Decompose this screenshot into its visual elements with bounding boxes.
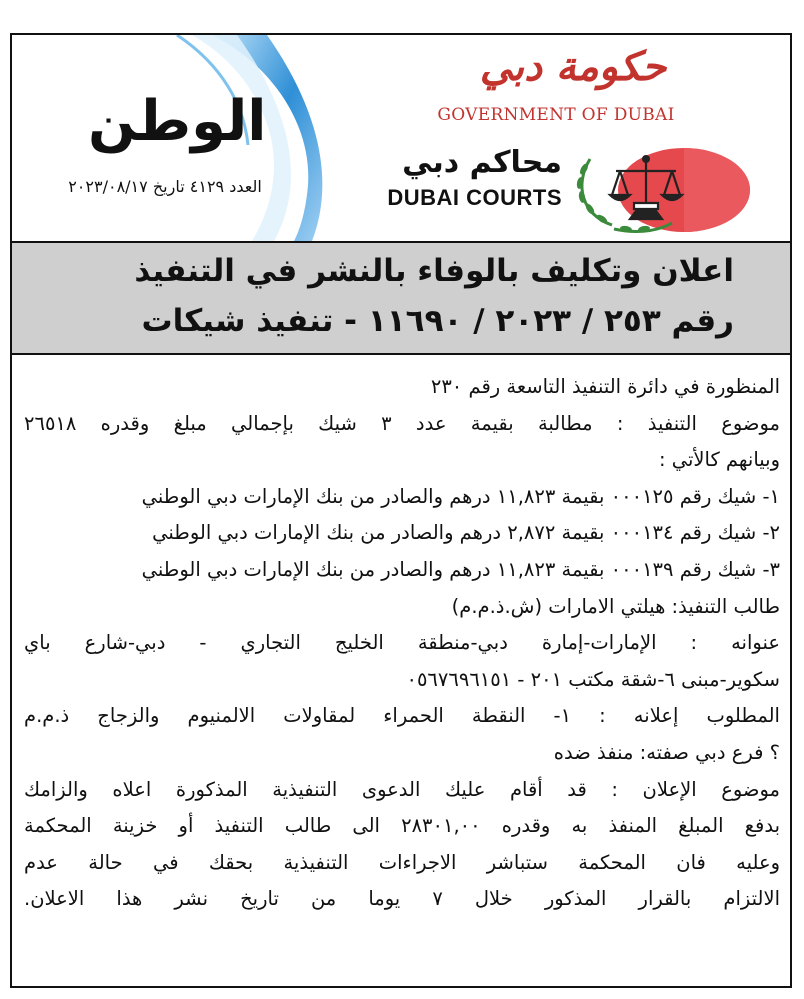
announcement-title-band: [12, 241, 790, 355]
scales-of-justice-emblem: [572, 145, 752, 235]
government-arabic-logo: حكومة دبي: [479, 43, 667, 90]
newspaper-name: الوطن: [88, 89, 267, 154]
body-line: وبيانهم كالأتي :: [658, 448, 780, 472]
body-line: المطلوب إعلانه : ١- النقطة الحمراء لمقاولات الالمنيوم والزجاج ذ.م.م: [24, 704, 780, 728]
body-line: الالتزام بالقرار المذكور خلال ٧ يوما من تاريخ نشر هذا الاعلان.: [24, 887, 780, 911]
body-line: طالب التنفيذ: هيلتي الامارات (ش.ذ.م.م): [451, 594, 780, 618]
announcement-title-line-2: رقم ٢٥٣ / ٢٠٢٣ / ١١٦٩٠ - تنفيذ شيكات: [141, 303, 734, 339]
announcement-frame: [10, 33, 792, 988]
body-line: سكوير-مبنى ٦-شقة مكتب ٢٠١ - ٠٥٦٧٦٩٦١٥١: [406, 667, 780, 691]
announcement-title-line-1: اعلان وتكليف بالوفاء بالنشر في التنفيذ: [134, 253, 734, 289]
body-line: عنوانه : الإمارات-إمارة دبي-منطقة الخليج التجاري - دبي-شارع باي: [24, 631, 780, 655]
government-english-logo: GOVERNMENT OF DUBAI: [437, 105, 675, 125]
courts-english-name: DUBAI COURTS: [387, 185, 562, 210]
body-line: بدفع المبلغ المنفذ به وقدره ٢٨٣٠١,٠٠ الى طالب التنفيذ أو خزينة المحكمة: [24, 814, 780, 838]
body-line: ؟ فرع دبي صفته: منفذ ضده: [553, 740, 780, 764]
courts-arabic-name: محاكم دبي: [402, 145, 562, 180]
body-line: موضوع التنفيذ : مطالبة بقيمة عدد ٣ شيك بإجمالي مبلغ وقدره ٢٦٥١٨: [24, 411, 780, 435]
body-line: موضوع الإعلان : قد أقام عليك الدعوى التنفيذية المذكورة اعلاه والزامك: [24, 777, 780, 801]
header: [12, 35, 790, 241]
body-line: ٣- شيك رقم ٠٠٠١٣٩ بقيمة ١١,٨٢٣ درهم والصادر من بنك الإمارات دبي الوطني: [141, 557, 780, 581]
body-line: وعليه فان المحكمة ستباشر الاجراءات التنفيذية بحقك في حالة عدم: [24, 850, 780, 874]
issue-date-line: العدد ٤١٢٩ تاريخ ٢٠٢٣/٠٨/١٧: [68, 177, 262, 196]
body-line: ٢- شيك رقم ٠٠٠١٣٤ بقيمة ٢,٨٧٢ درهم والصادر من بنك الإمارات دبي الوطني: [152, 521, 780, 545]
announcement-body: [24, 369, 780, 918]
body-line: ١- شيك رقم ٠٠٠١٢٥ بقيمة ١١,٨٢٣ درهم والصادر من بنك الإمارات دبي الوطني: [141, 484, 780, 508]
body-line: المنظورة في دائرة التنفيذ التاسعة رقم ٢٣٠: [430, 375, 780, 398]
